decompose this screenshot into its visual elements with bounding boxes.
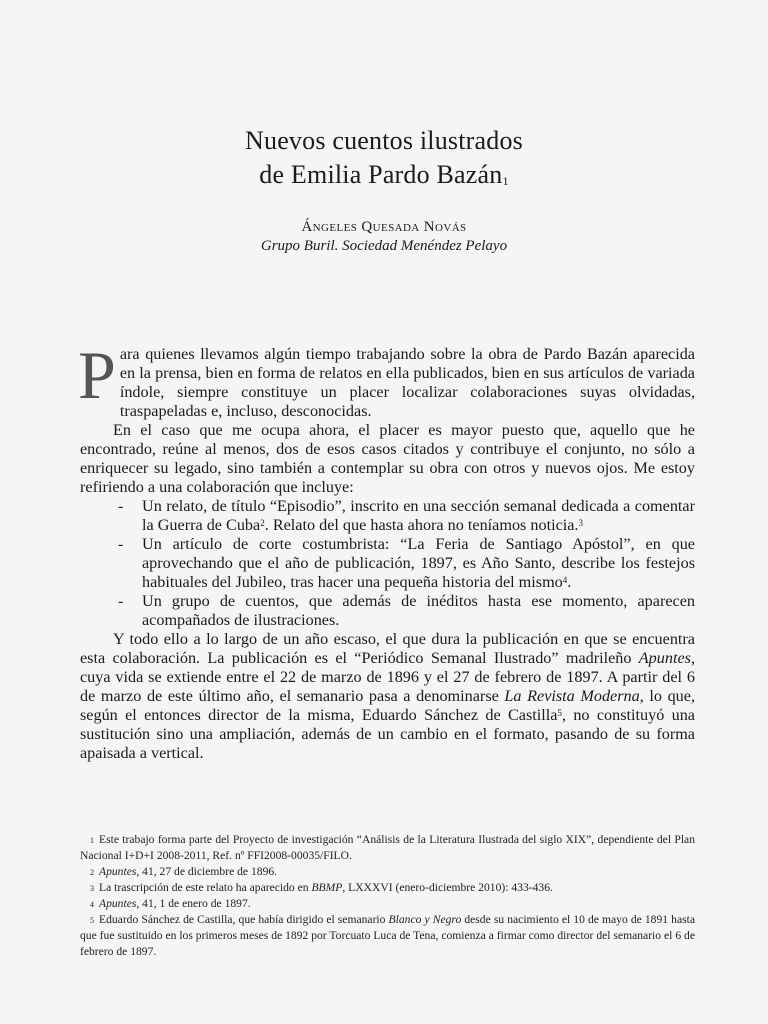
list-item [80,497,695,535]
paragraph-1-text: ara quienes llevamos algún tiempo trabajando sobre la obra de Pardo Bazán aparecida en la prensa, bien en forma de relatos en ella publicados, bien en sus artículos de variada índole, siempre constituye un placer localizar colaboraciones suyas olvidadas, traspapeladas e, incluso, desconocidas. [119,345,695,420]
footnote-2 [80,864,695,880]
footnote-number: 1 [90,836,94,845]
list-item-text-cont: . [567,573,572,591]
footnote-text: La trascripción de este relato ha aparecido en [99,881,312,894]
italic-title: La Revista Moderna [504,687,640,705]
footnote-text: Eduardo Sánchez de Castilla, que había dirigido el semanario [99,913,389,926]
paragraph-1 [78,337,695,421]
footnote-5 [80,912,695,960]
drop-cap: P [78,337,116,413]
footnote-italic: Apuntes [99,897,137,910]
footnote-ref: 5 [557,708,562,718]
list-dash: - [118,592,124,610]
footnotes [80,832,695,960]
title-footnote-mark: 1 [502,174,509,188]
footnote-number: 3 [90,884,94,893]
paragraph-3 [80,630,695,763]
footnote-ref: 2 [260,518,265,528]
paragraph-3-text: , no constituyó una sustitución sino una ampliación, además de un cambio en el formato, pasando de su forma apaisada a vertical. [80,706,695,762]
footnote-number: 4 [90,900,94,909]
list-dash: - [118,535,124,553]
footnote-italic: Blanco y Negro [388,913,462,926]
footnote-4 [80,896,695,912]
paragraph-3-text: , lo que, según el entonces director de la misma, Eduardo Sánchez de Castilla [80,687,696,724]
footnote-text: , LXXXVI (enero-diciembre 2010): 433-436. [342,881,553,894]
footnote-text: Este trabajo forma parte del Proyecto de investigación “Análisis de la Literatura Ilustrada del siglo XIX”, dependiente del Plan Nacional I+D+I 2008-2011, Ref. nº FFI2008-00035/FILO. [80,833,695,862]
title-line-2: de Emilia Pardo Bazán [259,160,503,189]
footnote-number: 2 [90,868,94,877]
footnote-text: , 41, 1 de enero de 1897. [136,897,251,910]
article-title [0,124,768,192]
paragraph-3-text: , cuya vida se extiende entre el 22 de marzo de 1896 y el 27 de febrero de 1897. A partir del 6 de marzo de este último año, el semanario pasa a denominarse [80,649,695,705]
list-item [80,592,695,630]
author-affiliation: Grupo Buril. Sociedad Menéndez Pelayo [260,238,508,254]
footnote-number: 5 [90,916,94,925]
italic-title: Apuntes [638,649,691,667]
body-text [78,337,696,763]
bullet-list [80,497,695,630]
list-item-text: Un relato, de título “Episodio”, inscrito en una sección semanal dedicada a comentar la Guerra de Cuba [142,497,695,534]
footnote-italic: Apuntes [99,865,137,878]
footnote-text: , 41, 27 de diciembre de 1896. [136,865,278,878]
list-item-text-cont: . Relato del que hasta ahora no teníamos noticia. [264,516,579,534]
paragraph-2: En el caso que me ocupa ahora, el placer es mayor puesto que, aquello que he encontrado, reúne al menos, dos de esos casos citados y contribuye el conjunto, no sólo a enriquecer su legado, sino también a contemplar su obra con otros y nuevos ojos. Me estoy refiriendo a una colaboración que incluye: [80,421,695,496]
footnote-3 [80,880,695,896]
footnote-ref: 4 [562,575,568,585]
title-block [0,124,768,192]
footnote-italic: BBMP [311,881,343,894]
footnote-1 [80,832,695,864]
list-item-text: Un artículo de corte costumbrista: “La Feria de Santiago Apóstol”, en que aprovechando que el año de publicación, 1897, es Año Santo, describe los festejos habituales del Jubileo, tras hacer una pequeña historia del mismo [142,535,695,591]
footnote-text: desde su nacimiento el 10 de mayo de 1891 hasta que fue sustituido en los primeros meses de 1892 por Torcuato Luca de Tena, comienza a firmar como director del semanario el 6 de febrero de 1897. [80,913,695,958]
list-item-text: Un grupo de cuentos, que además de inéditos hasta ese momento, aparecen acompañados de ilustraciones. [142,592,695,629]
list-item [80,535,695,592]
footnote-ref: 3 [578,518,583,528]
title-line-1: Nuevos cuentos ilustrados [245,126,523,155]
list-dash: - [118,497,124,515]
author-name: Ángeles Quesada Novás [301,219,467,235]
paragraph-3-text: Y todo ello a lo largo de un año escaso, el que dura la publicación en que se encuentra esta colaboración. La publicación es el “Periódico Semanal Ilustrado” madrileño [80,630,695,667]
author-block [0,218,768,256]
